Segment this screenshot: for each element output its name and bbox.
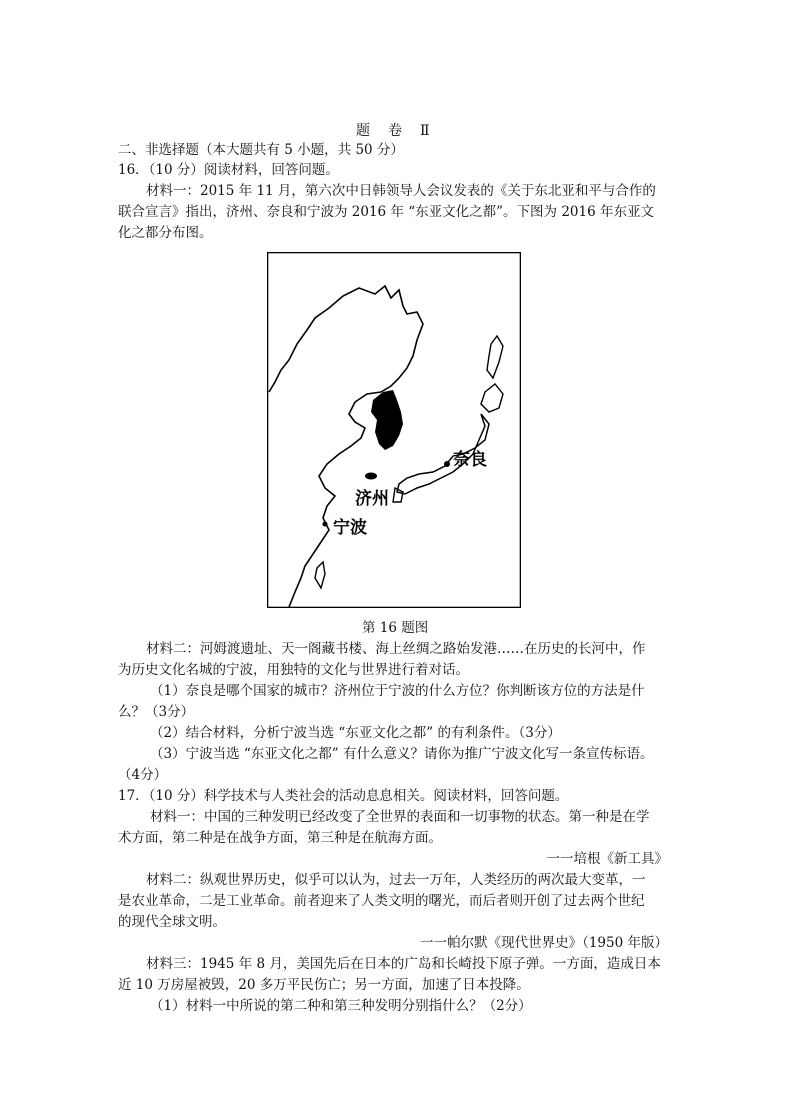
q17-source1: 一一培根《新工具》 <box>546 851 668 867</box>
q17-material3-line: 近 10 万房屋被毁，20 多万平民伤亡；另一方面，加速了日本投降。 <box>118 977 530 993</box>
q17-material1-line: 材料一：中国的三种发明已经改变了全世界的表面和一切事物的状态。第一种是在学 <box>150 809 650 825</box>
nara-label: 奈良 <box>453 450 487 470</box>
q17-source2: 一一帕尔默《现代世界史》（1950 年版） <box>420 935 668 951</box>
q16-material1-line: 联合宣言》指出，济州、奈良和宁波为 2016 年 “东亚文化之都”。下图为 2016 年东亚文 <box>118 204 654 220</box>
q17-material2-line: 是农业革命，二是工业革命。前者迎来了人类文明的曙光，而后者则开创了过去两个世纪 <box>118 893 645 909</box>
q16-sub3-line: （4分） <box>118 767 168 783</box>
q17-material2-line: 的现代全球文明。 <box>118 914 226 930</box>
q16-intro: 16．（10 分）阅读材料，回答问题。 <box>118 162 339 178</box>
paper-title: 题 卷 Ⅱ <box>356 123 432 139</box>
q16-sub1-line: 么？（3分） <box>118 704 195 720</box>
q17-material1-line: 术方面，第二种是在战争方面，第三种是在航海方面。 <box>118 830 442 846</box>
nara-marker <box>444 461 450 467</box>
q16-sub2: （2）结合材料，分析宁波当选 “东亚文化之都” 的有利条件。（3分） <box>150 725 561 741</box>
q17-intro: 17．（10 分）科学技术与人类社会的活动息息相关。阅读材料，回答问题。 <box>118 788 569 804</box>
q16-sub1-line: （1）奈良是哪个国家的城市？济州位于宁波的什么方位？你判断该方位的方法是什 <box>150 683 645 699</box>
q17-material3-line: 材料三：1945 年 8 月，美国先后在日本的广岛和长崎投下原子弹。一方面，造成日本 <box>146 956 661 972</box>
q16-material2-line: 材料二：河姆渡遗址、天一阁藏书楼、海上丝绸之路始发港……在历史的长河中，作 <box>146 641 646 657</box>
ningbo-marker <box>323 522 328 527</box>
jeju-label: 济州 <box>355 489 389 509</box>
q16-sub3-line: （3）宁波当选 “东亚文化之都” 有什么意义？请你为推广宁波文化写一条宣传标语。 <box>150 746 654 762</box>
q17-material2-line: 材料二：纵观世界历史，似乎可以认为，过去一万年，人类经历的两次最大变革，一 <box>146 872 646 888</box>
east-asia-map <box>267 252 521 608</box>
section-heading: 二、非选择题（本大题共有 5 小题，共 50 分） <box>118 142 404 158</box>
ningbo-label: 宁波 <box>333 518 367 538</box>
map-caption: 第 16 题图 <box>362 620 429 636</box>
q16-material1-line: 化之都分布图。 <box>118 225 213 241</box>
jeju-island <box>365 473 377 480</box>
q17-sub1: （1）材料一中所说的第二种和第三种发明分别指什么？（2分） <box>150 998 532 1014</box>
q16-material1-line: 材料一：2015 年 11 月，第六次中日韩领导人会议发表的《关于东北亚和平与合作的 <box>146 183 656 199</box>
q16-material2-line: 为历史文化名城的宁波，用独特的文化与世界进行着对话。 <box>118 662 469 678</box>
